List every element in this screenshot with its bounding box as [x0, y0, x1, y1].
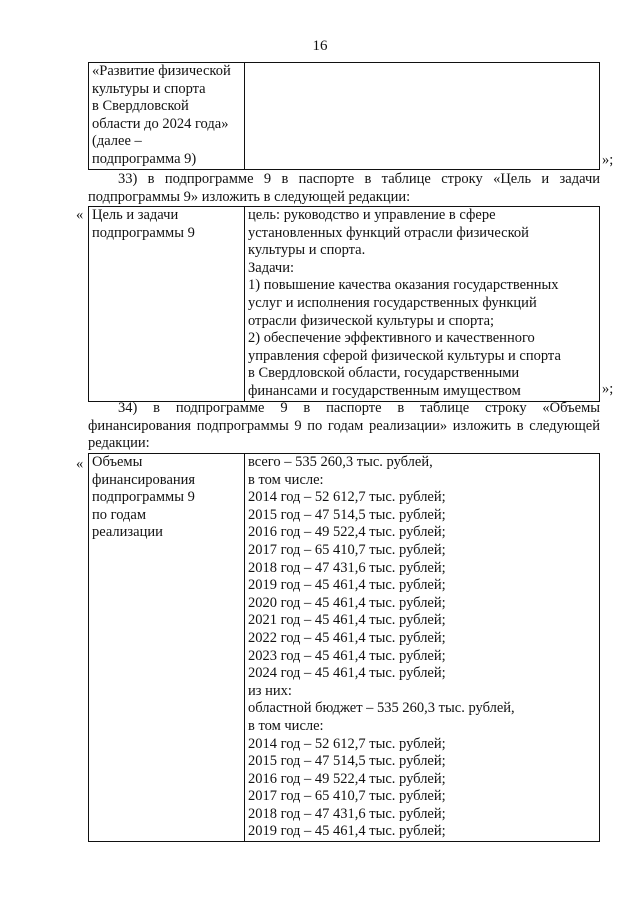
- page-number: 16: [312, 38, 328, 54]
- table3-right-line: из них:: [248, 682, 292, 699]
- table3-right-line: в том числе:: [248, 717, 324, 734]
- table2-open-quote: «: [76, 207, 84, 223]
- paragraph-34-line: 34) в подпрограмме 9 в паспорте в таблице строку «Объемы: [118, 400, 600, 416]
- table2-right-line: услуг и исполнения государственных функций: [248, 294, 537, 311]
- table3-right-line: 2018 год – 47 431,6 тыс. рублей;: [248, 805, 446, 822]
- table1-close-quote: »;: [602, 152, 614, 168]
- table2-right-line: 2) обеспечение эффективного и качественного: [248, 330, 535, 347]
- table3-right-line: 2015 год – 47 514,5 тыс. рублей;: [248, 753, 446, 770]
- table2-close-quote: »;: [602, 381, 614, 397]
- table3-right-line: 2019 год – 45 461,4 тыс. рублей;: [248, 577, 446, 594]
- table2-right-cell: [245, 207, 600, 402]
- table3-open-quote: «: [76, 456, 84, 472]
- paragraph-33-line: подпрограммы 9» изложить в следующей редакции:: [88, 188, 411, 205]
- table3-right-line: 2024 год – 45 461,4 тыс. рублей;: [248, 665, 446, 682]
- table3-right-line: 2015 год – 47 514,5 тыс. рублей;: [248, 506, 446, 523]
- table2-right-line: цель: руководство и управление в сфере: [248, 207, 496, 223]
- table1-left-line: (далее –: [92, 133, 142, 150]
- table3-right-line: 2017 год – 65 410,7 тыс. рублей;: [248, 788, 446, 805]
- paragraph-34-line: редакции:: [88, 435, 150, 452]
- table-financing: [88, 453, 600, 842]
- table3-right-line: 2021 год – 45 461,4 тыс. рублей;: [248, 612, 446, 629]
- table2-left-line: подпрограммы 9: [92, 224, 195, 241]
- table3-right-cell: [245, 454, 600, 842]
- paragraph-33-line: 33) в подпрограмме 9 в паспорте в таблице строку «Цель и задачи: [118, 171, 600, 187]
- table1-left-line: подпрограмма 9): [92, 150, 197, 167]
- table3-left-line: реализации: [92, 524, 163, 541]
- table2-right-line: в Свердловской области, государственными: [248, 365, 520, 382]
- table2-right-line: отрасли физической культуры и спорта;: [248, 312, 495, 329]
- table3-right-line: 2016 год – 49 522,4 тыс. рублей;: [248, 770, 446, 787]
- table3-right-line: в том числе:: [248, 471, 324, 488]
- table1-left-line: «Развитие физической: [92, 63, 231, 79]
- table2-right-line: культуры и спорта.: [248, 242, 366, 259]
- table1-right-cell: [245, 63, 600, 170]
- table2-right-line: Задачи:: [248, 259, 295, 276]
- table1-left-cell: [89, 63, 245, 170]
- table3-left-line: по годам: [92, 506, 147, 523]
- paragraph-33: [88, 171, 600, 206]
- table3-right-line: 2023 год – 45 461,4 тыс. рублей;: [248, 647, 446, 664]
- table3-left-line: Объемы: [92, 454, 143, 470]
- table1-left-line: в Свердловской: [92, 98, 189, 115]
- table2-right-line: финансами и государственным имуществом: [248, 382, 521, 399]
- table1-left-line: культуры и спорта: [92, 80, 206, 97]
- table2-right-line: 1) повышение качества оказания государственных: [248, 277, 559, 294]
- table3-left-line: финансирования: [92, 471, 196, 488]
- paragraph-34-line: финансирования подпрограммы 9 по годам реализации» изложить в следующей: [88, 417, 600, 434]
- table1-left-line: области до 2024 года»: [92, 115, 229, 132]
- table-goals-and-tasks: [88, 206, 600, 402]
- table3-right-line: областной бюджет – 535 260,3 тыс. рублей,: [248, 700, 515, 717]
- table3-right-line: 2014 год – 52 612,7 тыс. рублей;: [248, 489, 446, 506]
- paragraph-34: [88, 400, 600, 453]
- table3-left-cell: [89, 454, 245, 842]
- table3-right-line: 2022 год – 45 461,4 тыс. рублей;: [248, 629, 446, 646]
- table2-left-line: Цель и задачи: [92, 207, 179, 223]
- table2-right-line: управления сферой физической культуры и спорта: [248, 347, 561, 364]
- table3-right-line: всего – 535 260,3 тыс. рублей,: [248, 454, 433, 470]
- table3-right-line: 2018 год – 47 431,6 тыс. рублей;: [248, 559, 446, 576]
- table2-left-cell: [89, 207, 245, 402]
- table3-right-line: 2017 год – 65 410,7 тыс. рублей;: [248, 541, 446, 558]
- table3-right-line: 2020 год – 45 461,4 тыс. рублей;: [248, 594, 446, 611]
- table3-right-line: 2016 год – 49 522,4 тыс. рублей;: [248, 524, 446, 541]
- table3-right-line: 2019 год – 45 461,4 тыс. рублей;: [248, 823, 446, 840]
- table2-right-line: установленных функций отрасли физической: [248, 224, 529, 241]
- table-subprogram-name: [88, 62, 600, 170]
- table3-right-line: 2014 год – 52 612,7 тыс. рублей;: [248, 735, 446, 752]
- table3-left-line: подпрограммы 9: [92, 489, 195, 506]
